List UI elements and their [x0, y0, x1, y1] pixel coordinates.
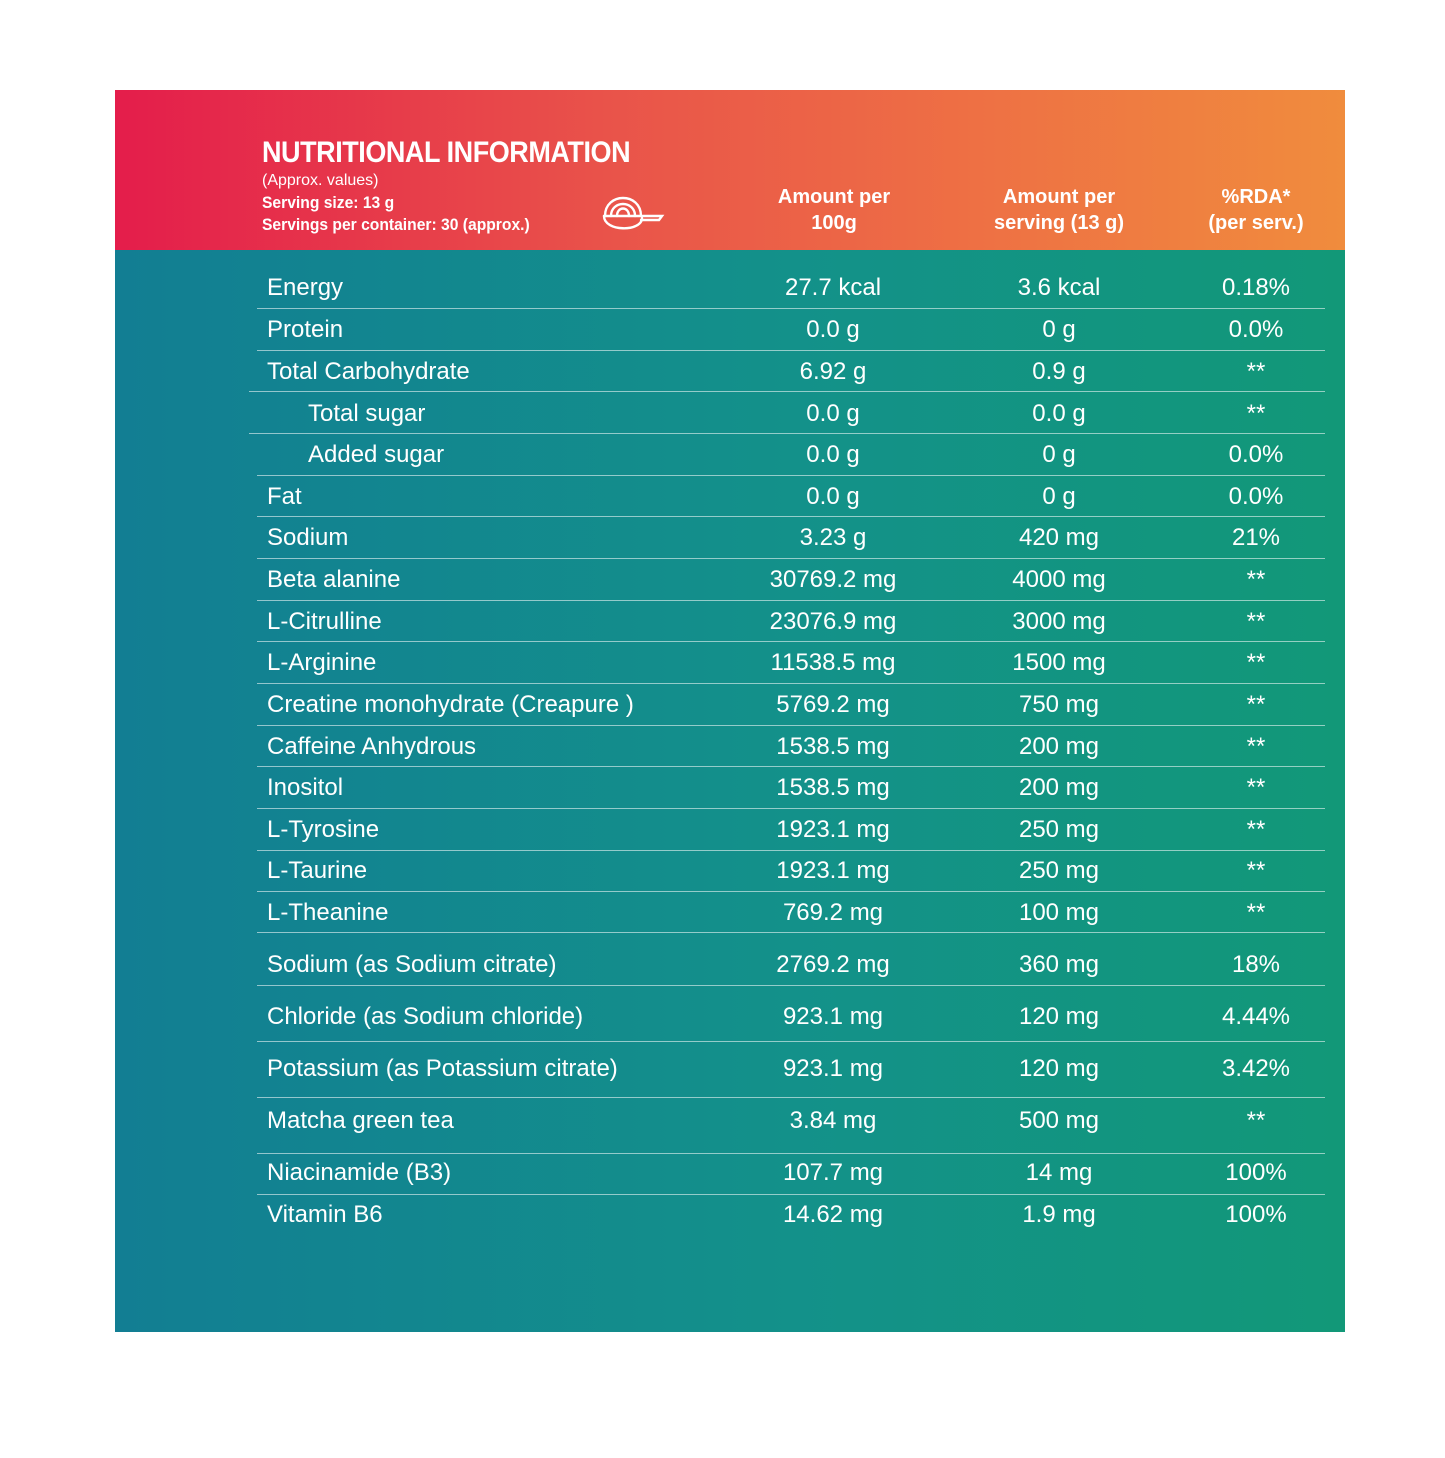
amount-per-serving: 200 mg	[1018, 774, 1100, 801]
amount-per-serving: 100 mg	[1018, 899, 1100, 926]
column-header-per-100g: Amount per 100g	[777, 186, 891, 234]
amount-per-serving: 120 mg	[1018, 1003, 1100, 1030]
row-divider	[257, 683, 1325, 684]
rda-percent: 3.42%	[1221, 1055, 1291, 1082]
nutrient-name: Niacinamide (B3)	[267, 1159, 452, 1186]
table-row	[257, 857, 1325, 892]
nutrient-name: Matcha green tea	[267, 1107, 454, 1134]
nutrient-name: Energy	[267, 274, 344, 301]
table-row	[257, 1107, 1325, 1154]
rda-percent: 100%	[1225, 1159, 1287, 1186]
amount-per-100g: 3.84 mg	[789, 1107, 877, 1134]
rda-percent: 0.0%	[1228, 316, 1284, 343]
amount-per-100g: 1538.5 mg	[776, 733, 890, 760]
table-row	[257, 649, 1325, 684]
rda-percent: 21%	[1231, 524, 1281, 551]
amount-per-100g: 0.0 g	[806, 400, 860, 427]
row-divider	[257, 1194, 1325, 1195]
nutrient-name: Potassium (as Potassium citrate)	[267, 1055, 618, 1082]
nutrient-name: Creatine monohydrate (Creapure )	[267, 691, 634, 718]
rda-percent: **	[1246, 400, 1266, 427]
table-row	[257, 899, 1325, 933]
row-divider	[257, 808, 1325, 809]
rda-percent: **	[1246, 733, 1266, 760]
table-row	[257, 733, 1325, 767]
row-divider	[249, 433, 1325, 434]
amount-per-100g: 30769.2 mg	[769, 566, 897, 593]
approx-note: (Approx. values)	[262, 172, 379, 189]
amount-per-100g: 0.0 g	[806, 316, 860, 343]
amount-per-100g: 107.7 mg	[782, 1159, 884, 1186]
nutrition-table	[115, 250, 1345, 1332]
column-header-per-serving: Amount per serving (13 g)	[993, 186, 1125, 234]
serving-size: Serving size: 13 g	[262, 193, 395, 212]
row-divider	[249, 391, 1325, 392]
amount-per-serving: 120 mg	[1018, 1055, 1100, 1082]
amount-per-serving: 0.9 g	[1032, 358, 1086, 385]
nutrient-name: Vitamin B6	[267, 1201, 383, 1228]
table-row	[257, 566, 1325, 601]
amount-per-serving: 3000 mg	[1012, 608, 1106, 635]
amount-per-serving: 1500 mg	[1012, 649, 1106, 676]
nutrient-name: Fat	[267, 483, 302, 510]
rda-percent: **	[1246, 774, 1266, 801]
amount-per-100g: 1538.5 mg	[776, 774, 890, 801]
rda-percent: **	[1246, 649, 1266, 676]
amount-per-serving: 360 mg	[1018, 951, 1100, 978]
table-row	[257, 400, 1325, 434]
amount-per-100g: 0.0 g	[806, 483, 860, 510]
row-divider	[257, 725, 1325, 726]
amount-per-serving: 500 mg	[1018, 1107, 1100, 1134]
table-row	[257, 951, 1325, 986]
panel-title: NUTRITIONAL INFORMATION	[262, 136, 631, 169]
rda-percent: 100%	[1225, 1201, 1287, 1228]
nutrient-name: L-Citrulline	[267, 608, 382, 635]
amount-per-serving: 200 mg	[1018, 733, 1100, 760]
rda-percent: 0.0%	[1228, 483, 1284, 510]
amount-per-100g: 923.1 mg	[782, 1003, 884, 1030]
amount-per-serving: 250 mg	[1018, 857, 1100, 884]
nutrient-name: Sodium	[267, 524, 349, 551]
rda-percent: **	[1246, 358, 1266, 385]
amount-per-100g: 0.0 g	[806, 441, 860, 468]
row-divider	[257, 350, 1325, 351]
amount-per-serving: 250 mg	[1018, 816, 1100, 843]
nutrition-header	[115, 90, 1345, 250]
rda-percent: 4.44%	[1221, 1003, 1291, 1030]
table-row	[257, 1201, 1325, 1235]
nutrient-name: Caffeine Anhydrous	[267, 733, 477, 760]
table-row	[257, 441, 1325, 476]
rda-percent: **	[1246, 566, 1266, 593]
nutrient-name: Beta alanine	[267, 566, 401, 593]
row-divider	[257, 1097, 1325, 1098]
rda-percent: **	[1246, 816, 1266, 843]
amount-per-100g: 11538.5 mg	[770, 649, 896, 676]
amount-per-serving: 420 mg	[1018, 524, 1100, 551]
table-row	[257, 1003, 1325, 1042]
table-row	[257, 1159, 1325, 1195]
table-row	[257, 483, 1325, 517]
row-divider	[257, 985, 1325, 986]
rda-percent: **	[1246, 1107, 1266, 1134]
nutrient-name: Chloride (as Sodium chloride)	[267, 1003, 584, 1030]
rda-percent: **	[1246, 899, 1266, 926]
amount-per-serving: 4000 mg	[1012, 566, 1106, 593]
row-divider	[257, 641, 1325, 642]
nutrient-name: L-Tyrosine	[267, 816, 380, 843]
table-row	[257, 816, 1325, 851]
table-row	[257, 691, 1325, 726]
table-row	[257, 1055, 1325, 1098]
nutrient-name: Inositol	[267, 774, 344, 801]
row-divider	[257, 475, 1325, 476]
row-divider	[257, 766, 1325, 767]
scoop-icon	[601, 194, 665, 236]
amount-per-100g: 14.62 mg	[782, 1201, 884, 1228]
nutrient-name: L-Theanine	[267, 899, 389, 926]
amount-per-serving: 1.9 mg	[1022, 1201, 1096, 1228]
rda-percent: **	[1246, 857, 1266, 884]
nutrition-panel	[115, 90, 1345, 1332]
rda-percent: **	[1246, 691, 1266, 718]
amount-per-serving: 0 g	[1042, 483, 1076, 510]
table-row	[257, 774, 1325, 809]
amount-per-serving: 0 g	[1042, 316, 1076, 343]
nutrient-name: Added sugar	[308, 441, 445, 468]
amount-per-100g: 23076.9 mg	[769, 608, 897, 635]
row-divider	[257, 1041, 1325, 1042]
rda-percent: 0.0%	[1228, 441, 1284, 468]
nutrient-name: L-Arginine	[267, 649, 377, 676]
amount-per-100g: 5769.2 mg	[776, 691, 890, 718]
row-divider	[257, 850, 1325, 851]
table-row	[257, 358, 1325, 392]
nutrient-name: Total sugar	[308, 400, 426, 427]
row-divider	[257, 1153, 1325, 1154]
amount-per-serving: 3.6 kcal	[1017, 274, 1101, 301]
amount-per-100g: 3.23 g	[799, 524, 867, 551]
row-divider	[257, 516, 1325, 517]
amount-per-100g: 1923.1 mg	[776, 857, 890, 884]
amount-per-serving: 14 mg	[1025, 1159, 1093, 1186]
column-header-rda: %RDA* (per serv.)	[1208, 186, 1304, 234]
amount-per-serving: 0.0 g	[1032, 400, 1086, 427]
rda-percent: 0.18%	[1221, 274, 1291, 301]
row-divider	[257, 891, 1325, 892]
amount-per-serving: 0 g	[1042, 441, 1076, 468]
rda-percent: 18%	[1231, 951, 1281, 978]
table-row	[257, 274, 1325, 309]
row-divider	[257, 932, 1325, 933]
amount-per-serving: 750 mg	[1018, 691, 1100, 718]
table-row	[257, 524, 1325, 559]
nutrient-name: Sodium (as Sodium citrate)	[267, 951, 557, 978]
amount-per-100g: 2769.2 mg	[776, 951, 890, 978]
row-divider	[257, 308, 1325, 309]
nutrient-name: Protein	[267, 316, 344, 343]
amount-per-100g: 6.92 g	[799, 358, 867, 385]
row-divider	[257, 600, 1325, 601]
nutrient-name: L-Taurine	[267, 857, 368, 884]
nutrient-name: Total Carbohydrate	[267, 358, 470, 385]
table-row	[257, 316, 1325, 351]
amount-per-100g: 769.2 mg	[782, 899, 884, 926]
servings-per-container: Servings per container: 30 (approx.)	[262, 215, 530, 234]
amount-per-100g: 27.7 kcal	[784, 274, 882, 301]
rda-percent: **	[1246, 608, 1266, 635]
amount-per-100g: 1923.1 mg	[776, 816, 890, 843]
table-row	[257, 608, 1325, 642]
row-divider	[257, 558, 1325, 559]
amount-per-100g: 923.1 mg	[782, 1055, 884, 1082]
